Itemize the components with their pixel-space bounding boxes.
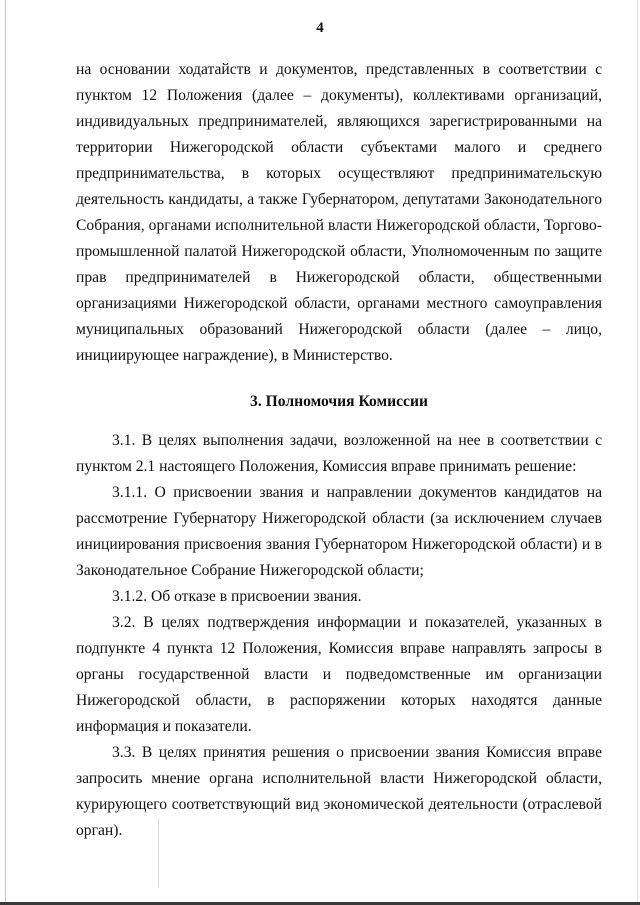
document-body [76, 57, 602, 844]
paragraph-3-3: 3.3. В целях принятия решения о присвоении звания Комиссия вправе запросить мнение органа исполнительной власти Нижегородской области, курирующего соответствующий вид экономической деятельности (отраслевой орган). [76, 744, 602, 839]
paragraph-3-2: 3.2. В целях подтверждения информации и показателей, указанных в подпункте 4 пункта 12 Положения, Комиссия вправе направлять запросы в органы государственной власти и подведомственные им организации Нижегородской области, в распоряжении которых находятся данные информация и показатели. [76, 614, 602, 735]
paragraph-3-1: 3.1. В целях выполнения задачи, возложенной на нее в соответствии с пунктом 2.1 настоящего Положения, Комиссия вправе принимать решение: [76, 432, 602, 475]
paragraph-continuation: на основании ходатайств и документов, представленных в соответствии с пунктом 12 Положения (далее – документы), коллективами организаций, индивидуальных предпринимателей, являющихся зарегистрированными на территории Нижегородской области субъектами малого и среднего предпринимательства, в которых осуществляют предпринимательскую деятельность кандидаты, а также Губернатором, депутатами Законодательного Собрания, органами исполнительной власти Нижегородской области, Торгово-промышленной палатой Нижегородской области, Уполномоченным по защите прав предпринимателей в Нижегородской области, общественными организациями Нижегородской области, органами местного самоуправления муниципальных образований Нижегородской области (далее – лицо, инициирующее награждение), в Министерство. [76, 61, 602, 364]
scan-edge-left [5, 0, 6, 905]
paragraph-3-1-1: 3.1.1. О присвоении звания и направлении документов кандидатов на рассмотрение Губернатору Нижегородской области (за исключением случаев инициирования присвоения звания Губернатором Нижегородской области) и в Законодательное Собрание Нижегородской области; [76, 484, 602, 579]
scan-edge-right [637, 0, 638, 905]
paragraph-3-1-2: 3.1.2. Об отказе в присвоении звания. [112, 588, 362, 605]
section-heading: 3. Полномочия Комиссии [250, 393, 428, 410]
page-number: 4 [316, 20, 324, 36]
